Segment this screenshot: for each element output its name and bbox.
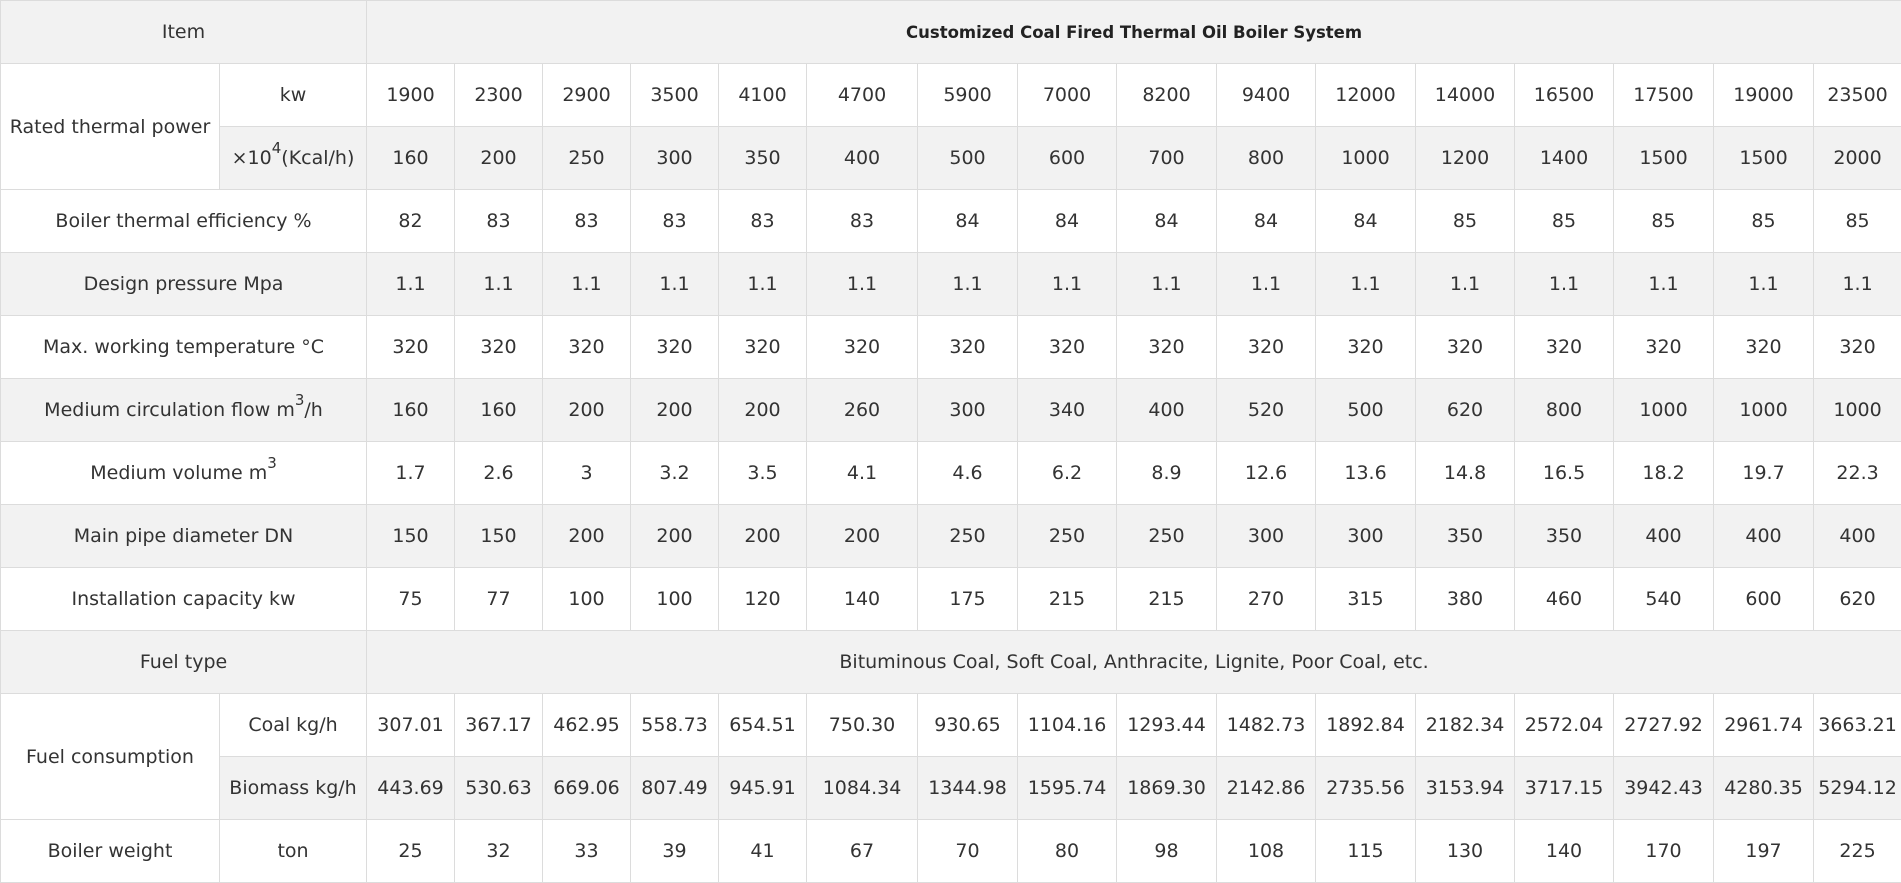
value-cell: 19.7 (1714, 442, 1814, 505)
value-cell: 1.7 (367, 442, 455, 505)
rated-power-kw-row (1, 64, 1901, 127)
pipe-label: Main pipe diameter DN (1, 505, 367, 568)
value-cell: 77 (455, 568, 543, 631)
value-cell: 1.1 (1316, 253, 1416, 316)
value-cell: 1595.74 (1018, 757, 1117, 820)
value-cell: 14000 (1416, 64, 1515, 127)
value-cell: 1482.73 (1217, 694, 1316, 757)
value-cell: 400 (807, 127, 918, 190)
value-cell: 1900 (367, 64, 455, 127)
fuel-type-value: Bituminous Coal, Soft Coal, Anthracite, Lignite, Poor Coal, etc. (367, 631, 1901, 694)
value-cell: 82 (367, 190, 455, 253)
value-cell: 1.1 (455, 253, 543, 316)
value-cell: 3942.43 (1614, 757, 1714, 820)
value-cell: 84 (918, 190, 1018, 253)
value-cell: 33 (543, 820, 631, 883)
value-cell: 39 (631, 820, 719, 883)
value-cell: 1.1 (1117, 253, 1217, 316)
value-cell: 1000 (1316, 127, 1416, 190)
value-cell: 300 (1316, 505, 1416, 568)
value-cell: 320 (807, 316, 918, 379)
value-cell: 320 (1217, 316, 1316, 379)
biomass-row (1, 757, 1901, 820)
value-cell: 2961.74 (1714, 694, 1814, 757)
value-cell: 600 (1018, 127, 1117, 190)
weight-unit: ton (220, 820, 367, 883)
value-cell: 84 (1117, 190, 1217, 253)
value-cell: 800 (1217, 127, 1316, 190)
value-cell: 83 (631, 190, 719, 253)
value-cell: 115 (1316, 820, 1416, 883)
value-cell: 75 (367, 568, 455, 631)
value-cell: 200 (631, 379, 719, 442)
value-cell: 250 (1117, 505, 1217, 568)
value-cell: 500 (918, 127, 1018, 190)
value-cell: 8.9 (1117, 442, 1217, 505)
value-cell: 930.65 (918, 694, 1018, 757)
kw-unit: kw (220, 64, 367, 127)
value-cell: 84 (1217, 190, 1316, 253)
value-cell: 460 (1515, 568, 1614, 631)
value-cell: 320 (1416, 316, 1515, 379)
value-cell: 1.1 (367, 253, 455, 316)
value-cell: 1.1 (719, 253, 807, 316)
value-cell: 140 (807, 568, 918, 631)
value-cell: 320 (1117, 316, 1217, 379)
value-cell: 100 (543, 568, 631, 631)
value-cell: 84 (1316, 190, 1416, 253)
value-cell: 250 (918, 505, 1018, 568)
value-cell: 1.1 (1018, 253, 1117, 316)
value-cell: 669.06 (543, 757, 631, 820)
value-cell: 320 (367, 316, 455, 379)
value-cell: 1.1 (1714, 253, 1814, 316)
value-cell: 2900 (543, 64, 631, 127)
value-cell: 400 (1117, 379, 1217, 442)
value-cell: 2572.04 (1515, 694, 1614, 757)
value-cell: 2.6 (455, 442, 543, 505)
temperature-row (1, 316, 1901, 379)
value-cell: 18.2 (1614, 442, 1714, 505)
value-cell: 1.1 (543, 253, 631, 316)
value-cell: 1293.44 (1117, 694, 1217, 757)
value-cell: 1892.84 (1316, 694, 1416, 757)
value-cell: 3153.94 (1416, 757, 1515, 820)
value-cell: 23500 (1814, 64, 1901, 127)
value-cell: 170 (1614, 820, 1714, 883)
value-cell: 13.6 (1316, 442, 1416, 505)
value-cell: 2142.86 (1217, 757, 1316, 820)
value-cell: 320 (631, 316, 719, 379)
value-cell: 1400 (1515, 127, 1614, 190)
value-cell: 380 (1416, 568, 1515, 631)
value-cell: 320 (455, 316, 543, 379)
value-cell: 320 (1814, 316, 1901, 379)
value-cell: 130 (1416, 820, 1515, 883)
value-cell: 350 (1515, 505, 1614, 568)
value-cell: 1084.34 (807, 757, 918, 820)
value-cell: 108 (1217, 820, 1316, 883)
volume-row (1, 442, 1901, 505)
value-cell: 160 (455, 379, 543, 442)
value-cell: 200 (543, 505, 631, 568)
value-cell: 83 (719, 190, 807, 253)
efficiency-label: Boiler thermal efficiency % (1, 190, 367, 253)
value-cell: 300 (1217, 505, 1316, 568)
value-cell: 320 (543, 316, 631, 379)
value-cell: 315 (1316, 568, 1416, 631)
value-cell: 2182.34 (1416, 694, 1515, 757)
flow-row (1, 379, 1901, 442)
value-cell: 140 (1515, 820, 1614, 883)
value-cell: 200 (455, 127, 543, 190)
value-cell: 750.30 (807, 694, 918, 757)
value-cell: 400 (1614, 505, 1714, 568)
value-cell: 41 (719, 820, 807, 883)
value-cell: 100 (631, 568, 719, 631)
value-cell: 654.51 (719, 694, 807, 757)
value-cell: 83 (807, 190, 918, 253)
value-cell: 307.01 (367, 694, 455, 757)
value-cell: 1.1 (1814, 253, 1901, 316)
value-cell: 367.17 (455, 694, 543, 757)
value-cell: 558.73 (631, 694, 719, 757)
value-cell: 530.63 (455, 757, 543, 820)
value-cell: 200 (807, 505, 918, 568)
value-cell: 2300 (455, 64, 543, 127)
value-cell: 1.1 (918, 253, 1018, 316)
value-cell: 5900 (918, 64, 1018, 127)
value-cell: 19000 (1714, 64, 1814, 127)
value-cell: 225 (1814, 820, 1901, 883)
value-cell: 350 (1416, 505, 1515, 568)
value-cell: 215 (1117, 568, 1217, 631)
rated-power-kcal-row (1, 127, 1901, 190)
value-cell: 700 (1117, 127, 1217, 190)
value-cell: 84 (1018, 190, 1117, 253)
value-cell: 270 (1217, 568, 1316, 631)
value-cell: 520 (1217, 379, 1316, 442)
efficiency-row (1, 190, 1901, 253)
pressure-row (1, 253, 1901, 316)
value-cell: 1200 (1416, 127, 1515, 190)
value-cell: 620 (1416, 379, 1515, 442)
value-cell: 25 (367, 820, 455, 883)
value-cell: 260 (807, 379, 918, 442)
value-cell: 1.1 (631, 253, 719, 316)
table-title: Customized Coal Fired Thermal Oil Boiler System (367, 1, 1901, 64)
fuel-consumption-label: Fuel consumption (1, 694, 220, 820)
value-cell: 98 (1117, 820, 1217, 883)
coal-unit: Coal kg/h (220, 694, 367, 757)
value-cell: 1.1 (1217, 253, 1316, 316)
flow-label: Medium circulation flow $m^3/h$ (1, 379, 367, 442)
value-cell: 85 (1515, 190, 1614, 253)
value-cell: 620 (1814, 568, 1901, 631)
value-cell: 807.49 (631, 757, 719, 820)
value-cell: 2000 (1814, 127, 1901, 190)
value-cell: 250 (543, 127, 631, 190)
value-cell: 320 (719, 316, 807, 379)
value-cell: 175 (918, 568, 1018, 631)
value-cell: 1000 (1814, 379, 1901, 442)
value-cell: 443.69 (367, 757, 455, 820)
value-cell: 3.2 (631, 442, 719, 505)
value-cell: 8200 (1117, 64, 1217, 127)
value-cell: 16500 (1515, 64, 1614, 127)
value-cell: 1.1 (1416, 253, 1515, 316)
value-cell: 340 (1018, 379, 1117, 442)
value-cell: 350 (719, 127, 807, 190)
value-cell: 12.6 (1217, 442, 1316, 505)
value-cell: 6.2 (1018, 442, 1117, 505)
fuel-type-label: Fuel type (1, 631, 367, 694)
value-cell: 540 (1614, 568, 1714, 631)
value-cell: 200 (543, 379, 631, 442)
value-cell: 32 (455, 820, 543, 883)
value-cell: 70 (918, 820, 1018, 883)
value-cell: 160 (367, 379, 455, 442)
value-cell: 4100 (719, 64, 807, 127)
value-cell: 80 (1018, 820, 1117, 883)
value-cell: 7000 (1018, 64, 1117, 127)
value-cell: 320 (918, 316, 1018, 379)
value-cell: 17500 (1614, 64, 1714, 127)
value-cell: 300 (631, 127, 719, 190)
value-cell: 1.1 (807, 253, 918, 316)
pipe-row (1, 505, 1901, 568)
value-cell: 320 (1316, 316, 1416, 379)
value-cell: 83 (543, 190, 631, 253)
value-cell: 462.95 (543, 694, 631, 757)
value-cell: 2727.92 (1614, 694, 1714, 757)
value-cell: 1500 (1614, 127, 1714, 190)
value-cell: 945.91 (719, 757, 807, 820)
value-cell: 4.6 (918, 442, 1018, 505)
value-cell: 3717.15 (1515, 757, 1614, 820)
volume-label: Medium volume $m^3$ (1, 442, 367, 505)
biomass-unit: Biomass kg/h (220, 757, 367, 820)
value-cell: 85 (1714, 190, 1814, 253)
value-cell: 12000 (1316, 64, 1416, 127)
value-cell: 9400 (1217, 64, 1316, 127)
value-cell: 22.3 (1814, 442, 1901, 505)
value-cell: 2735.56 (1316, 757, 1416, 820)
value-cell: 4.1 (807, 442, 918, 505)
value-cell: 200 (719, 379, 807, 442)
value-cell: 320 (1018, 316, 1117, 379)
value-cell: 3500 (631, 64, 719, 127)
value-cell: 1000 (1614, 379, 1714, 442)
value-cell: 1.1 (1515, 253, 1614, 316)
installation-label: Installation capacity kw (1, 568, 367, 631)
value-cell: 320 (1614, 316, 1714, 379)
value-cell: 3.5 (719, 442, 807, 505)
value-cell: 3 (543, 442, 631, 505)
value-cell: 1500 (1714, 127, 1814, 190)
coal-row (1, 694, 1901, 757)
value-cell: 1.1 (1614, 253, 1714, 316)
value-cell: 1869.30 (1117, 757, 1217, 820)
value-cell: 250 (1018, 505, 1117, 568)
item-header: Item (1, 1, 367, 64)
header-row (1, 1, 1901, 64)
value-cell: 500 (1316, 379, 1416, 442)
value-cell: 160 (367, 127, 455, 190)
value-cell: 200 (719, 505, 807, 568)
value-cell: 3663.21 (1814, 694, 1901, 757)
value-cell: 83 (455, 190, 543, 253)
fuel-type-row (1, 631, 1901, 694)
installation-row (1, 568, 1901, 631)
value-cell: 400 (1714, 505, 1814, 568)
pressure-label: Design pressure Mpa (1, 253, 367, 316)
value-cell: 14.8 (1416, 442, 1515, 505)
value-cell: 197 (1714, 820, 1814, 883)
value-cell: 320 (1515, 316, 1614, 379)
weight-label: Boiler weight (1, 820, 220, 883)
value-cell: 85 (1814, 190, 1901, 253)
value-cell: 1000 (1714, 379, 1814, 442)
value-cell: 150 (455, 505, 543, 568)
value-cell: 85 (1416, 190, 1515, 253)
temperature-label: Max. working temperature °C (1, 316, 367, 379)
rated-power-label: Rated thermal power (1, 64, 220, 190)
value-cell: 85 (1614, 190, 1714, 253)
kcal-unit: $\times 10^4(Kcal/h)$ (220, 127, 367, 190)
value-cell: 4700 (807, 64, 918, 127)
value-cell: 800 (1515, 379, 1614, 442)
value-cell: 200 (631, 505, 719, 568)
value-cell: 600 (1714, 568, 1814, 631)
value-cell: 1104.16 (1018, 694, 1117, 757)
value-cell: 4280.35 (1714, 757, 1814, 820)
value-cell: 16.5 (1515, 442, 1614, 505)
value-cell: 400 (1814, 505, 1901, 568)
value-cell: 150 (367, 505, 455, 568)
value-cell: 5294.12 (1814, 757, 1901, 820)
value-cell: 1344.98 (918, 757, 1018, 820)
value-cell: 300 (918, 379, 1018, 442)
value-cell: 67 (807, 820, 918, 883)
value-cell: 215 (1018, 568, 1117, 631)
value-cell: 320 (1714, 316, 1814, 379)
value-cell: 120 (719, 568, 807, 631)
weight-row (1, 820, 1901, 883)
